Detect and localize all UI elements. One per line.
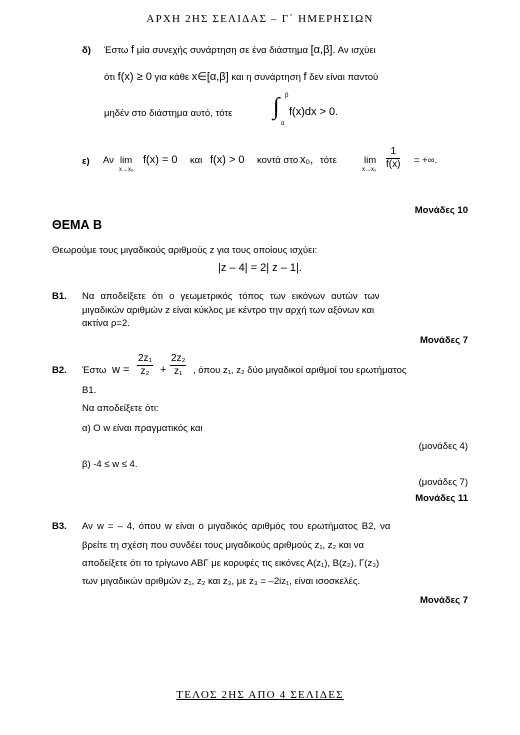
b2-part-a: α) Ο w είναι πραγματικός και <box>82 423 203 434</box>
b3-line-3: αποδείξετε ότι το τρίγωνο ΑΒΓ με κορυφές τις εικόνες Α(z₁), Β(z₂), Γ(z₃) <box>82 558 380 569</box>
b2-part-b: β) -4 ≤ w ≤ 4. <box>82 459 138 470</box>
b2-let: Έστω <box>82 365 107 376</box>
fraction-denominator: f(x) <box>386 159 401 170</box>
part-e-if: Αν <box>103 155 114 166</box>
b1-label: Β1. <box>52 291 67 302</box>
part-e-fraction <box>386 146 400 171</box>
interval: [α,β]. <box>310 44 336 56</box>
section-title: ΘΕΜΑ Β <box>52 218 102 232</box>
lim-2-sub: x→x₀ <box>362 167 377 173</box>
part-d-line-2 <box>104 70 378 83</box>
b2-plus: + <box>160 364 167 376</box>
integral-body: f(x)dx > 0. <box>289 106 339 118</box>
text: μία συνεχής συνάρτηση σε ένα διάστημα <box>136 45 308 56</box>
part-d-line-3: μηδέν στο διάστημα αυτό, τότε <box>104 108 233 119</box>
function-symbol: f <box>131 44 135 56</box>
part-e-then: τότε <box>320 155 337 166</box>
theme-b-intro: Θεωρούμε τους μιγαδικούς αριθμούς z για τους οποίους ισχύει: <box>52 245 318 256</box>
page-footer: ΤΕΛΟΣ 2ΗΣ ΑΠΟ 4 ΣΕΛΙΔΕΣ <box>176 689 344 701</box>
fraction-numerator: 1 <box>386 146 400 159</box>
text: Έστω <box>104 45 129 56</box>
b2-w-equals: w = <box>112 364 130 376</box>
part-e-f-zero: f(x) = 0 <box>143 154 178 166</box>
b2-prove: Να αποδείξετε ότι: <box>82 403 159 414</box>
domain: x∈[α,β] <box>191 71 229 83</box>
function-symbol: f <box>303 71 307 83</box>
b1-line-1: Να αποδείξετε ότι ο γεωμετρικός τόπος των εικόνων αυτών των <box>82 291 380 302</box>
lim-1-sub: x→x₀ <box>119 167 134 173</box>
b3-label: Β3. <box>52 521 67 532</box>
part-e-label: ε) <box>82 156 90 167</box>
b2-fraction-2 <box>170 353 186 378</box>
marks-part-a: Μονάδες 10 <box>414 205 468 216</box>
text: για κάθε <box>154 72 190 83</box>
condition: f(x) ≥ 0 <box>117 71 152 83</box>
page-header: ΑΡΧΗ 2ΗΣ ΣΕΛΙΔΑΣ – Γ΄ ΗΜΕΡΗΣΙΩΝ <box>146 13 374 25</box>
fraction-denominator: z₁ <box>174 366 183 377</box>
lim-2: lim <box>364 155 377 166</box>
part-e-near: κοντά στο <box>257 155 299 166</box>
text: δεν είναι παντού <box>309 72 379 83</box>
part-e-and: και <box>190 155 203 166</box>
b2-part-a-marks: (μονάδες 4) <box>418 441 468 452</box>
b2-marks: Μονάδες 11 <box>415 493 468 504</box>
b3-marks: Μονάδες 7 <box>420 595 468 606</box>
part-d-label: δ) <box>82 45 91 56</box>
theme-b-equation: |z – 4| = 2| z – 1|. <box>218 262 302 274</box>
part-e-x0: x₀, <box>300 154 314 166</box>
b2-text: , όπου z₁, z₂ δύο μιγαδικοί αριθμοί του ερωτήματος <box>193 365 407 376</box>
text: Αν ισχύει <box>337 45 376 56</box>
b3-line-2: βρείτε τη σχέση που συνδέει τους μιγαδικούς αριθμούς z₁, z₂ και να <box>82 540 365 551</box>
integral-upper: β <box>285 93 289 99</box>
integral-sign: ∫ <box>273 94 280 120</box>
b2-part-b-marks: (μονάδες 7) <box>418 477 468 488</box>
b3-line-1: Αν w = – 4, όπου w είναι ο μιγαδικός αριθμός του ερωτήματος Β2, να <box>82 521 391 532</box>
part-e-f-positive: f(x) > 0 <box>210 154 245 166</box>
b2-line-2: Β1. <box>82 385 97 396</box>
integral-lower: α <box>281 121 285 127</box>
b1-line-3: ακτίνα ρ=2. <box>82 318 130 329</box>
b3-line-4: των μιγαδικών αριθμών z₁, z₂ και z₃, με z₃ = –2iz₁, είναι ισοσκελές. <box>82 576 361 587</box>
b2-label: Β2. <box>52 365 67 376</box>
b1-marks: Μονάδες 7 <box>420 335 468 346</box>
part-d-line-1 <box>104 44 376 56</box>
text: και η συνάρτηση <box>231 72 301 83</box>
fraction-numerator: 2z₁ <box>138 353 152 364</box>
text: ότι <box>104 72 116 83</box>
fraction-denominator: z₂ <box>140 366 150 377</box>
b2-fraction-1 <box>137 353 153 378</box>
part-e-result: = +∞. <box>414 155 438 166</box>
lim-1: lim <box>120 155 133 166</box>
b1-line-2: μιγαδικών αριθμών z είναι κύκλος με κέντρο την αρχή των αξόνων και <box>82 305 375 316</box>
fraction-numerator: 2z₂ <box>171 353 186 364</box>
